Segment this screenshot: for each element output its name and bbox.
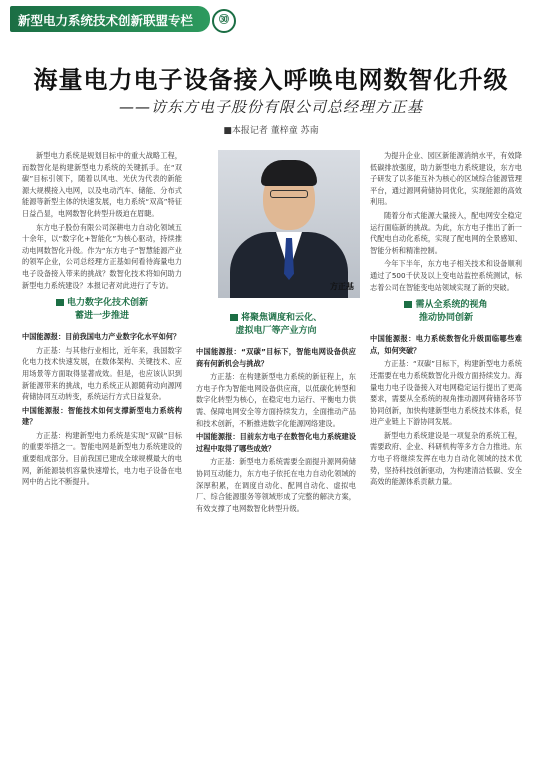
paragraph: 为提升企业、园区新能源消纳水平，有效降低碳排放强度，助力新型电力系统建设，东方电子研发了以多能互补为核心的区域综合能源管理平台，通过源网荷储协同优化，实现能源的高效利用。 bbox=[370, 151, 522, 207]
article-title: 海量电力电子设备接入呼唤电网数智化升级 bbox=[33, 66, 509, 94]
heading-marker-icon bbox=[404, 301, 412, 308]
photo-glasses bbox=[270, 190, 308, 198]
middle-column bbox=[196, 306, 356, 750]
right-column bbox=[370, 150, 522, 750]
paragraph: 随着分布式能源大量接入，配电网安全稳定运行面临新的挑战。为此，东方电子推出了新一代配电自动化系统，实现了配电网的全景感知、智能分析和精准控制。 bbox=[370, 210, 522, 255]
header-label: 新型电力系统技术创新联盟专栏 bbox=[18, 13, 194, 28]
answer: 方正基：与其他行业相比，近年来，我国数字化电力技术快速发展，在数体架构、关键技术、应用场景等方面取得显著成效。但是，也应该认识到新能源带来的挑战，电力系统正从源随荷动向源网荷储协同互动转变，系统运行方式日益复杂。 bbox=[22, 345, 182, 402]
question: 中国能源报：“双碳”目标下，智能电网设备供应商有何新机会与挑战？ bbox=[196, 347, 356, 368]
photo-caption: 方正基 bbox=[330, 282, 354, 291]
article-subtitle: ——访东方电子股份有限公司总经理方正基 bbox=[118, 98, 423, 116]
byline: ■本报记者 董梓童 苏南 bbox=[223, 126, 319, 136]
section-heading: 需从全系统的视角 推动协同创新 bbox=[370, 299, 522, 325]
answer: 方正基：新型电力系统需要全面提升源网荷储协同互动能力，东方电子依托在电力自动化领域的深厚积累，在调度自动化、配网自动化、虚拟电厂、综合能源服务等领域形成了完整的解决方案，有效支撑了电网数智化转型升级。 bbox=[196, 457, 356, 513]
heading-marker-icon bbox=[56, 299, 64, 306]
left-column bbox=[22, 150, 182, 750]
answer: 方正基：在构建新型电力系统的新征程上，东方电子作为智能电网设备供应商，以低碳化转型和数字化转型为核心，在稳定电力运行、平衡电力供需、保障电网安全等方面持续发力，全面推动产品和技术创新，不断推进数字化能源网络建设。 bbox=[196, 372, 356, 428]
portrait-photo bbox=[218, 150, 360, 298]
photo-hair bbox=[261, 160, 317, 186]
column-header bbox=[10, 6, 270, 32]
paragraph: 新型电力系统建设是一项复杂的系统工程，需要政府、企业、科研机构等多方合力推进。东方电子将继续发挥在电力自动化领域的技术优势，坚持科技创新驱动，为构建清洁低碳、安全高效的能源体系贡献力量。 bbox=[370, 430, 522, 487]
paragraph: 新型电力系统是规划目标中的重大战略工程，而数智化是构建新型电力系统的关键抓手。在“双碳”目标引领下，随着以风电、光伏为代表的新能源大规模接入电网，以及电动汽车、储能、分布式能源等新型主体的快速发展，电力系统“双高”特征日益凸显，电网数智化转型升级迫在眉睫。 bbox=[22, 151, 182, 218]
section-heading: 将聚焦调度和云化、 虚拟电厂等产业方向 bbox=[196, 312, 356, 338]
question: 中国能源报：智能技术如何支撑新型电力系统构建？ bbox=[22, 405, 182, 427]
paragraph: 东方电子股份有限公司深耕电力自动化领域五十余年，以“数字化+智能化”为核心驱动，持续推动电网数智化升级。作为“东方电子”智慧能源产业的领军企业，公司总经理方正基如何看待海量电力电子设备接入带来的挑战？数智化技术将如何助力新型电力系统建设？本报记者对此进行了专访。 bbox=[22, 222, 182, 290]
question: 中国能源报：电力系统数智化升级面临哪些难点，如何突破？ bbox=[370, 334, 522, 355]
paragraph: 今年下半年，东方电子相关技术和设备顺利通过了500千伏及以上变电站监控系统测试，标志着公司在智能变电站领域实现了新的突破。 bbox=[370, 259, 522, 292]
heading-marker-icon bbox=[230, 314, 238, 321]
answer: 方正基：构建新型电力系统是实现“双碳”目标的重要举措之一。智能电网是新型电力系统建设的重要组成部分。目前我国已建成全球规模最大的电网，新能源装机容量快速增长，电力电子设备在电网中的占比不断提升。 bbox=[22, 430, 182, 487]
question: 中国能源报：目前东方电子在数智化电力系统建设过程中取得了哪些成效？ bbox=[196, 432, 356, 453]
answer: 方正基：“双碳”目标下，构建新型电力系统还需要在电力系统数智化升级方面持续发力。海量电力电子设备接入对电网稳定运行提出了更高要求，需要从全系统的视角推动源网荷储各环节协同创新，加快构建新型电力系统技术体系，促进产业链上下游协同发展。 bbox=[370, 359, 522, 427]
issue-number: ㉚ bbox=[212, 9, 236, 33]
question: 中国能源报：目前我国电力产业数字化水平如何？ bbox=[22, 332, 181, 342]
section-heading: 电力数字化技术创新 蓄进一步推进 bbox=[22, 297, 182, 323]
